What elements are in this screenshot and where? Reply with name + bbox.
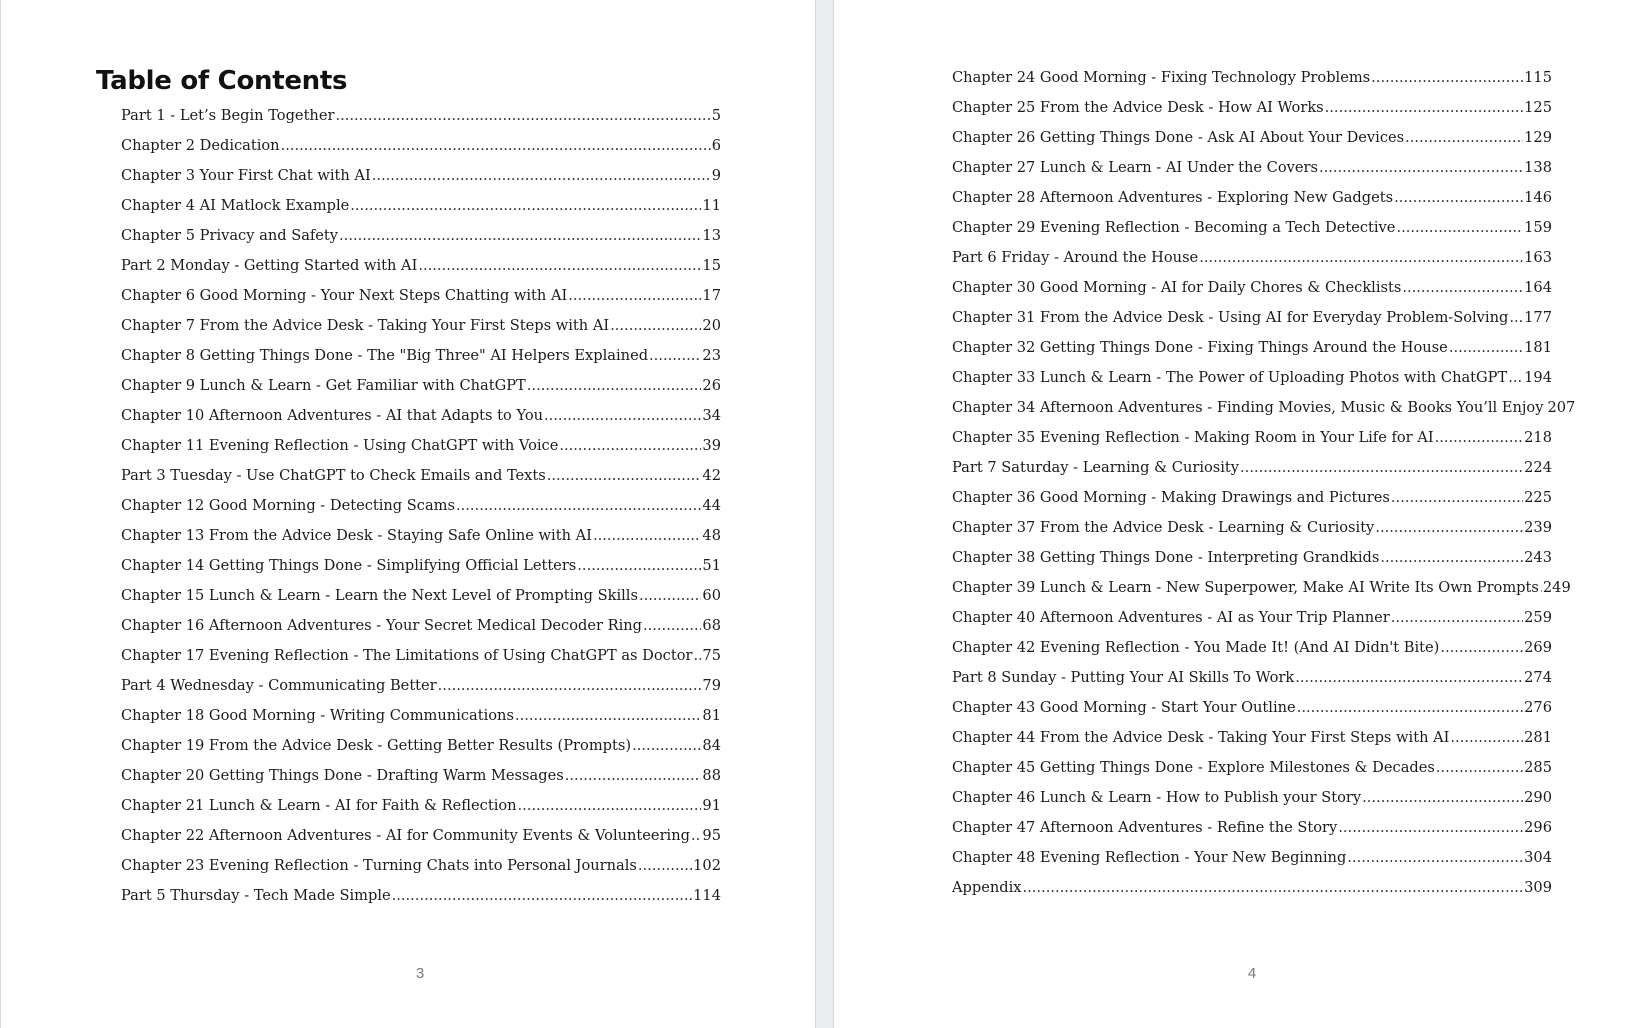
toc-dot-leader — [518, 797, 702, 814]
toc-entry-title: Chapter 18 Good Morning - Writing Communications — [121, 707, 514, 724]
toc-entry-page-number: 114 — [693, 887, 721, 904]
toc-entry-page-number: 115 — [1524, 69, 1552, 86]
toc-dot-leader — [1295, 669, 1523, 686]
toc-entry-page-number: 243 — [1524, 549, 1552, 566]
toc-entry-title: Chapter 35 Evening Reflection - Making Room in Your Life for AI — [952, 429, 1434, 446]
toc-entry[interactable] — [121, 317, 721, 347]
toc-entry-page-number: 81 — [702, 707, 721, 724]
toc-entry[interactable] — [121, 527, 721, 557]
toc-entry-title: Chapter 21 Lunch & Learn - AI for Faith & Reflection — [121, 797, 517, 814]
toc-dot-leader — [1371, 69, 1523, 86]
toc-dot-leader — [1396, 219, 1523, 236]
toc-entry-page-number: 224 — [1524, 459, 1552, 476]
toc-entry-page-number: 26 — [702, 377, 721, 394]
toc-dot-leader — [1319, 159, 1523, 176]
toc-dot-leader — [1449, 339, 1523, 356]
page-left — [0, 0, 815, 1028]
toc-entry-title: Chapter 38 Getting Things Done - Interpreting Grandkids — [952, 549, 1380, 566]
toc-dot-leader — [372, 167, 711, 184]
toc-entry-page-number: 239 — [1524, 519, 1552, 536]
toc-entry-page-number: 225 — [1524, 489, 1552, 506]
toc-entry-page-number: 23 — [702, 347, 721, 364]
toc-entry-title: Chapter 5 Privacy and Safety — [121, 227, 339, 244]
toc-entry-title: Chapter 10 Afternoon Adventures - AI that Adapts to You — [121, 407, 544, 424]
toc-entry-page-number: 163 — [1524, 249, 1552, 266]
toc-entry-page-number: 13 — [702, 227, 721, 244]
toc-entry[interactable] — [952, 669, 1552, 699]
toc-entry-title: Part 3 Tuesday - Use ChatGPT to Check Emails and Texts — [121, 467, 546, 484]
toc-entry-title: Chapter 37 From the Advice Desk - Learning & Curiosity — [952, 519, 1375, 536]
toc-entry-page-number: 159 — [1524, 219, 1552, 236]
toc-entry-title: Chapter 31 From the Advice Desk - Using AI for Everyday Problem-Solving — [952, 309, 1509, 326]
toc-entry-page-number: 249 — [1542, 579, 1571, 596]
toc-entry-title: Chapter 9 Lunch & Learn - Get Familiar with ChatGPT — [121, 377, 526, 394]
toc-dot-leader — [1240, 459, 1523, 476]
toc-dot-leader — [392, 887, 693, 904]
toc-dot-leader — [610, 317, 701, 334]
toc-entry-title: Chapter 36 Good Morning - Making Drawings and Pictures — [952, 489, 1390, 506]
toc-entry-page-number: 207 — [1547, 399, 1576, 416]
toc-dot-leader — [1509, 309, 1523, 326]
toc-entry-page-number: 6 — [711, 137, 721, 154]
toc-entry[interactable] — [952, 129, 1552, 159]
toc-entry-page-number: 296 — [1524, 819, 1552, 836]
toc-dot-leader — [1394, 189, 1523, 206]
toc-entry[interactable] — [121, 437, 721, 467]
toc-entry-title: Chapter 23 Evening Reflection - Turning Chats into Personal Journals — [121, 857, 637, 874]
toc-entry[interactable] — [952, 189, 1552, 219]
toc-entry[interactable] — [121, 617, 721, 647]
toc-entry-page-number: 276 — [1524, 699, 1552, 716]
toc-entry-title: Part 5 Thursday - Tech Made Simple — [121, 887, 391, 904]
toc-title: Table of Contents — [96, 66, 348, 96]
toc-entry[interactable] — [952, 849, 1552, 879]
toc-entry[interactable] — [121, 767, 721, 797]
toc-dot-leader — [527, 377, 702, 394]
toc-entry-page-number: 285 — [1524, 759, 1552, 776]
toc-dot-leader — [1402, 279, 1523, 296]
toc-entry-page-number: 9 — [711, 167, 721, 184]
toc-entry-title: Chapter 20 Getting Things Done - Drafting Warm Messages — [121, 767, 564, 784]
toc-entry-title: Chapter 26 Getting Things Done - Ask AI About Your Devices — [952, 129, 1405, 146]
page-gutter — [815, 0, 834, 1028]
toc-dot-leader — [693, 647, 701, 664]
toc-entry[interactable] — [952, 819, 1552, 849]
toc-entry[interactable] — [952, 519, 1552, 549]
page-right — [834, 0, 1649, 1028]
toc-entry-page-number: 5 — [711, 107, 721, 124]
toc-entry[interactable] — [121, 497, 721, 527]
toc-entry-title: Chapter 6 Good Morning - Your Next Steps Chatting with AI — [121, 287, 568, 304]
page-number-left: 3 — [415, 965, 425, 982]
toc-dot-leader — [1338, 819, 1523, 836]
toc-entry-title: Part 1 - Let’s Begin Together — [121, 107, 335, 124]
toc-dot-leader — [643, 617, 701, 634]
toc-entry-page-number: 75 — [702, 647, 721, 664]
toc-entry-page-number: 15 — [702, 257, 721, 274]
toc-entry-title: Chapter 22 Afternoon Adventures - AI for Community Events & Volunteering — [121, 827, 690, 844]
toc-entry-title: Chapter 7 From the Advice Desk - Taking Your First Steps with AI — [121, 317, 610, 334]
toc-entry[interactable] — [952, 459, 1552, 489]
toc-dot-leader — [1436, 759, 1523, 776]
toc-entry[interactable] — [121, 137, 721, 167]
toc-dot-leader — [593, 527, 701, 544]
toc-entry-title: Chapter 43 Good Morning - Start Your Outline — [952, 699, 1296, 716]
toc-dot-leader — [691, 827, 701, 844]
toc-dot-leader — [1435, 429, 1524, 446]
toc-entry-title: Chapter 42 Evening Reflection - You Made It! (And AI Didn't Bite) — [952, 639, 1440, 656]
toc-entry-page-number: 60 — [702, 587, 721, 604]
toc-dot-leader — [559, 437, 701, 454]
toc-entry-title: Chapter 34 Afternoon Adventures - Finding Movies, Music & Books You’ll Enjoy — [952, 399, 1544, 416]
toc-entry[interactable] — [952, 309, 1552, 339]
toc-list-right — [952, 69, 1576, 909]
toc-entry[interactable] — [952, 69, 1552, 99]
toc-entry-title: Chapter 28 Afternoon Adventures - Exploring New Gadgets — [952, 189, 1394, 206]
toc-entry[interactable] — [121, 857, 721, 887]
toc-entry-title: Chapter 39 Lunch & Learn - New Superpower, Make AI Write Its Own Prompts — [952, 579, 1539, 596]
toc-entry-title: Chapter 2 Dedication — [121, 137, 280, 154]
toc-entry-title: Chapter 17 Evening Reflection - The Limitations of Using ChatGPT as Doctor — [121, 647, 693, 664]
toc-entry[interactable] — [952, 639, 1552, 669]
toc-entry-title: Chapter 48 Evening Reflection - Your New Beginning — [952, 849, 1347, 866]
toc-dot-leader — [350, 197, 701, 214]
toc-entry-title: Chapter 47 Afternoon Adventures - Refine the Story — [952, 819, 1338, 836]
toc-entry-title: Chapter 11 Evening Reflection - Using ChatGPT with Voice — [121, 437, 559, 454]
toc-dot-leader — [1325, 99, 1523, 116]
toc-entry-page-number: 164 — [1524, 279, 1552, 296]
toc-entry-page-number: 48 — [702, 527, 721, 544]
toc-entry[interactable] — [121, 167, 721, 197]
toc-entry-title: Chapter 12 Good Morning - Detecting Scams — [121, 497, 455, 514]
toc-entry-page-number: 125 — [1524, 99, 1552, 116]
toc-entry[interactable] — [121, 467, 721, 497]
toc-entry-page-number: 290 — [1524, 789, 1552, 806]
toc-entry-page-number: 309 — [1524, 879, 1552, 896]
toc-entry-title: Part 6 Friday - Around the House — [952, 249, 1199, 266]
toc-dot-leader — [515, 707, 701, 724]
toc-entry-title: Appendix — [952, 879, 1022, 896]
toc-entry-title: Chapter 45 Getting Things Done - Explore Milestones & Decades — [952, 759, 1435, 776]
toc-entry[interactable] — [121, 197, 721, 227]
toc-entry-page-number: 42 — [702, 467, 721, 484]
toc-entry[interactable] — [952, 879, 1552, 909]
toc-entry[interactable] — [952, 579, 1571, 609]
toc-entry-page-number: 51 — [702, 557, 721, 574]
toc-dot-leader — [639, 587, 701, 604]
toc-entry-page-number: 79 — [702, 677, 721, 694]
toc-dot-leader — [1508, 369, 1523, 386]
toc-entry-title: Chapter 29 Evening Reflection - Becoming a Tech Detective — [952, 219, 1396, 236]
toc-dot-leader — [281, 137, 711, 154]
toc-entry[interactable] — [952, 339, 1552, 369]
toc-entry-title: Chapter 24 Good Morning - Fixing Technology Problems — [952, 69, 1371, 86]
toc-entry-page-number: 84 — [702, 737, 721, 754]
toc-entry-title: Chapter 25 From the Advice Desk - How AI Works — [952, 99, 1324, 116]
toc-entry[interactable] — [121, 707, 721, 737]
toc-entry-title: Chapter 44 From the Advice Desk - Taking Your First Steps with AI — [952, 729, 1450, 746]
toc-entry-page-number: 304 — [1524, 849, 1552, 866]
toc-entry-title: Chapter 4 AI Matlock Example — [121, 197, 350, 214]
toc-entry[interactable] — [121, 287, 721, 317]
toc-entry[interactable] — [952, 399, 1576, 429]
toc-entry-page-number: 102 — [693, 857, 721, 874]
toc-dot-leader — [1199, 249, 1523, 266]
toc-entry-page-number: 129 — [1524, 129, 1552, 146]
toc-entry[interactable] — [952, 609, 1552, 639]
toc-entry[interactable] — [121, 887, 721, 917]
toc-entry-page-number: 281 — [1524, 729, 1552, 746]
toc-dot-leader — [1023, 879, 1524, 896]
toc-entry-page-number: 17 — [702, 287, 721, 304]
toc-dot-leader — [1405, 129, 1523, 146]
toc-entry[interactable] — [121, 587, 721, 617]
toc-entry-title: Part 4 Wednesday - Communicating Better — [121, 677, 437, 694]
toc-dot-leader — [456, 497, 701, 514]
toc-dot-leader — [577, 557, 701, 574]
toc-entry-page-number: 194 — [1524, 369, 1552, 386]
toc-dot-leader — [544, 407, 701, 424]
toc-entry-page-number: 259 — [1524, 609, 1552, 626]
toc-dot-leader — [335, 107, 710, 124]
toc-entry[interactable] — [952, 249, 1552, 279]
toc-entry-title: Chapter 8 Getting Things Done - The "Big Three" AI Helpers Explained — [121, 347, 649, 364]
toc-entry-page-number: 11 — [702, 197, 721, 214]
toc-dot-leader — [632, 737, 701, 754]
toc-entry[interactable] — [121, 107, 721, 137]
toc-entry-page-number: 68 — [702, 617, 721, 634]
toc-dot-leader — [418, 257, 701, 274]
toc-dot-leader — [547, 467, 702, 484]
toc-entry[interactable] — [952, 219, 1552, 249]
toc-entry[interactable] — [121, 827, 721, 857]
toc-entry[interactable] — [121, 347, 721, 377]
toc-entry-title: Chapter 16 Afternoon Adventures - Your Secret Medical Decoder Ring — [121, 617, 642, 634]
toc-entry-title: Chapter 27 Lunch & Learn - AI Under the Covers — [952, 159, 1318, 176]
toc-entry-title: Part 8 Sunday - Putting Your AI Skills To Work — [952, 669, 1295, 686]
toc-entry-page-number: 88 — [702, 767, 721, 784]
toc-entry[interactable] — [121, 647, 721, 677]
toc-entry-title: Part 7 Saturday - Learning & Curiosity — [952, 459, 1240, 476]
toc-entry-page-number: 39 — [702, 437, 721, 454]
toc-entry-title: Chapter 33 Lunch & Learn - The Power of Uploading Photos with ChatGPT — [952, 369, 1508, 386]
toc-entry-page-number: 274 — [1524, 669, 1552, 686]
toc-dot-leader — [1297, 699, 1523, 716]
toc-entry[interactable] — [121, 257, 721, 287]
toc-entry-page-number: 269 — [1524, 639, 1552, 656]
toc-entry[interactable] — [121, 557, 721, 587]
toc-entry[interactable] — [952, 99, 1552, 129]
toc-dot-leader — [438, 677, 702, 694]
toc-entry-title: Chapter 13 From the Advice Desk - Staying Safe Online with AI — [121, 527, 592, 544]
toc-entry[interactable] — [121, 737, 721, 767]
toc-dot-leader — [649, 347, 701, 364]
toc-entry-page-number: 34 — [702, 407, 721, 424]
toc-entry-title: Part 2 Monday - Getting Started with AI — [121, 257, 418, 274]
toc-entry-page-number: 138 — [1524, 159, 1552, 176]
toc-entry[interactable] — [952, 759, 1552, 789]
toc-dot-leader — [1391, 489, 1523, 506]
toc-entry-page-number: 146 — [1524, 189, 1552, 206]
toc-dot-leader — [1391, 609, 1523, 626]
toc-dot-leader — [339, 227, 701, 244]
toc-entry[interactable] — [121, 677, 721, 707]
toc-entry-title: Chapter 30 Good Morning - AI for Daily Chores & Checklists — [952, 279, 1402, 296]
toc-entry[interactable] — [952, 699, 1552, 729]
toc-entry-page-number: 20 — [702, 317, 721, 334]
toc-dot-leader — [1440, 639, 1523, 656]
toc-entry-title: Chapter 32 Getting Things Done - Fixing Things Around the House — [952, 339, 1448, 356]
toc-entry[interactable] — [952, 549, 1552, 579]
toc-entry-page-number: 44 — [702, 497, 721, 514]
toc-entry-title: Chapter 19 From the Advice Desk - Getting Better Results (Prompts) — [121, 737, 632, 754]
toc-entry[interactable] — [952, 789, 1552, 819]
page-number-right: 4 — [1247, 965, 1257, 982]
toc-entry-page-number: 181 — [1524, 339, 1552, 356]
toc-entry[interactable] — [121, 227, 721, 257]
toc-entry[interactable] — [952, 489, 1552, 519]
toc-entry-title: Chapter 3 Your First Chat with AI — [121, 167, 371, 184]
toc-dot-leader — [565, 767, 702, 784]
toc-dot-leader — [1347, 849, 1523, 866]
toc-entry-title: Chapter 40 Afternoon Adventures - AI as Your Trip Planner — [952, 609, 1390, 626]
toc-dot-leader — [638, 857, 692, 874]
toc-dot-leader — [1450, 729, 1523, 746]
toc-entry-title: Chapter 15 Lunch & Learn - Learn the Next Level of Prompting Skills — [121, 587, 638, 604]
toc-entry[interactable] — [121, 377, 721, 407]
toc-entry-page-number: 91 — [702, 797, 721, 814]
toc-entry-page-number: 95 — [702, 827, 721, 844]
toc-dot-leader — [568, 287, 701, 304]
toc-entry[interactable] — [952, 159, 1552, 189]
toc-list-left — [121, 107, 721, 917]
toc-entry[interactable] — [121, 797, 721, 827]
toc-dot-leader — [1362, 789, 1523, 806]
toc-entry[interactable] — [121, 407, 721, 437]
toc-entry[interactable] — [952, 429, 1552, 459]
toc-dot-leader — [1380, 549, 1523, 566]
toc-entry[interactable] — [952, 729, 1552, 759]
toc-entry-page-number: 177 — [1524, 309, 1552, 326]
toc-entry-page-number: 218 — [1524, 429, 1552, 446]
toc-dot-leader — [1375, 519, 1523, 536]
toc-entry-title: Chapter 14 Getting Things Done - Simplifying Official Letters — [121, 557, 577, 574]
toc-entry[interactable] — [952, 369, 1552, 399]
toc-entry[interactable] — [952, 279, 1552, 309]
toc-entry-title: Chapter 46 Lunch & Learn - How to Publish your Story — [952, 789, 1362, 806]
